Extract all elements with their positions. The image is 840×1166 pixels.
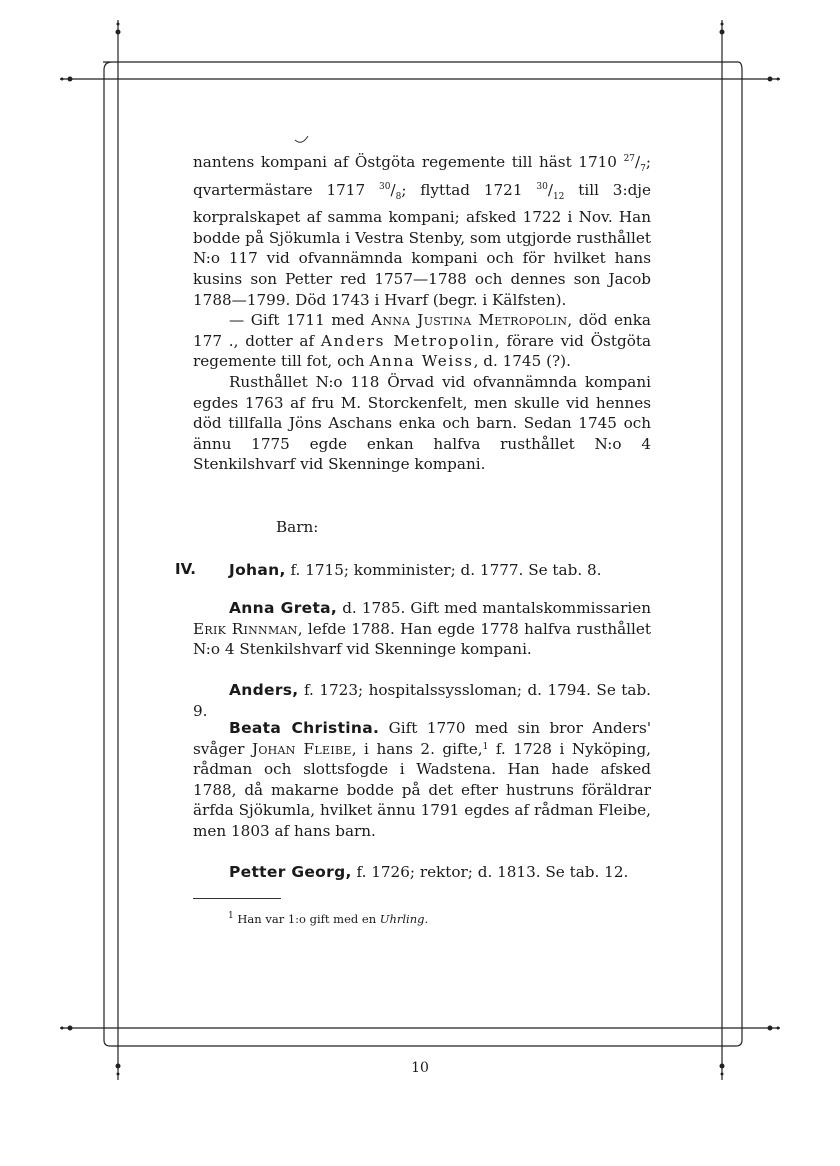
footnote-rule (193, 898, 281, 899)
child-entry: Anders, f. 1723; hospitalssyssloman; d. 1794. Se tab. 9. (193, 681, 651, 720)
child-entry: Anna Greta, d. 1785. Gift med mantalskommissarien Erik Rinnman, lefde 1788. Han egde 1778 halfva rusthållet N:o 4 Stenkilshvarf vid Skenninge kompani. (193, 599, 652, 659)
paragraph-rusthall: Rusthållet N:o 118 Örvad vid ofvannämnda kompani egdes 1763 af fru M. Storckenfelt, men skulle vid hennes död tillfalla Jöns Aschans enka och barn. Sedan 1745 och ännu 1775 egde enkan halfva rusthållet N:o 4 Stenkilshvarf vid Skenninge kompani. (193, 373, 651, 474)
footnote: $^1$ Han var 1:o gift med en Uhrling. (228, 911, 429, 926)
child-entry: Johan, f. 1715; komminister; d. 1777. Se tab. 8. (229, 561, 602, 579)
ink-mark (295, 136, 308, 142)
paragraph-biography: nantens kompani af Östgöta regemente till häst 1710 $^{27}/_7$; qvartermästare 1717 $^{30}/_8$; flyttad 1721 $^{30}/_{12}$ till 3:dje korpralskapet af samma kompani; afsked 1722 i Nov. Han bodde på Sjökumla i Vestra Stenby, som utgjorde rusthållet N:o 117 vid ofvannämnda kompani och för hvilket hans kusins son Petter red 1757—1788 och dennes son Jacob 1788—1799. Död 1743 i Hvarf (begr. i Kälfsten). (193, 153, 651, 309)
child-entry: Petter Georg, f. 1726; rektor; d. 1813. Se tab. 12. (229, 863, 629, 881)
page-number: 10 (411, 1060, 429, 1076)
child-entry: Beata Christina. Gift 1770 med sin bror Anders' svåger Johan Fleibe, i hans 2. gifte,$^1$ f. 1728 i Nyköping, rådman och slottsfogde i Wadstena. Han hade afsked 1788, då makarne bodde på det efter hustruns föräldrar ärfda Sjökumla, hvilket ännu 1791 egdes af rådman Fleibe, men 1803 af hans barn. (193, 719, 651, 840)
main-text-block (193, 152, 651, 475)
barn-heading: Barn: (276, 518, 319, 536)
paragraph-marriage: — Gift 1711 med Anna Justina Metropolin, död enka 177 ., dotter af Anders Metropolin, förare vid Östgöta regemente till fot, och Anna Weiss, d. 1745 (?). (193, 311, 652, 371)
generation-numeral: IV. (175, 560, 196, 578)
